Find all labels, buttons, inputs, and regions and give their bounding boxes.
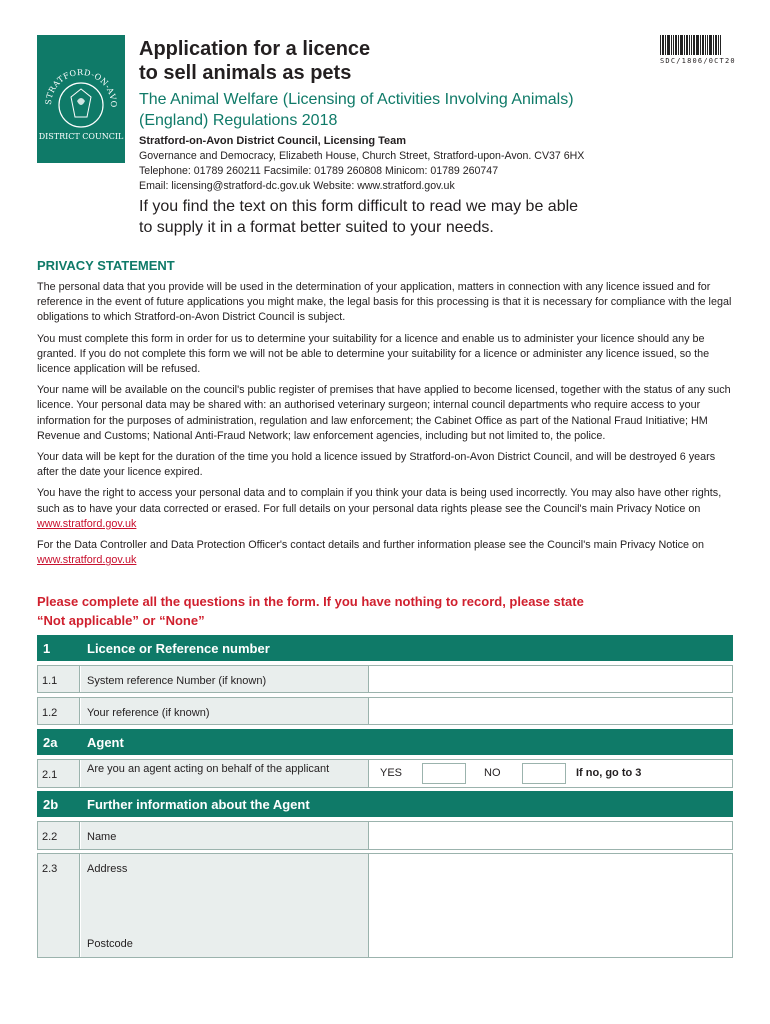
privacy-paragraph: Your data will be kept for the duration of the time you hold a licence issued by Stratford-on-Avon District Council, and will be destroyed 6 years after the date your licence expired. [37,451,716,479]
privacy-heading: PRIVACY STATEMENT [37,258,175,273]
agent-name-input[interactable] [370,822,732,849]
row-2-2: 2.2 Name [37,821,733,850]
contact-details [139,149,699,194]
your-reference-input[interactable] [370,698,732,724]
privacy-paragraph: The personal data that you provide will be used in the determination of your application, matters in connection with any licence issued and for reference in the event of future applications you might make, the legal basis for this processing is that it is necessary for compliance with the legal obligations to which Stratford-on-Avon District Council is subject. [37,281,732,324]
council-logo [37,35,125,163]
privacy-paragraph: Your name will be available on the council's public register of premises that have applied to become licensed, together with the status of any such licence. Your personal data may be shared with: an authorised veterinary surgeon; internal council departments who require access to your information for the purposes of administration, regulation and law enforcement; the Cabinet Office as part of the National Fraud Initiative; HM Revenue and Customs; National Anti-Fraud Network; law enforcement agencies, including but not limited to, the police. [37,384,731,442]
svg-text:STRATFORD-ON-AVON: STRATFORD-ON-AVO [43,67,119,108]
section-2a-header: 2a Agent [37,729,733,755]
privacy-notice-link-2[interactable]: www.stratford.gov.uk [37,554,137,567]
privacy-notice-link[interactable]: www.stratford.gov.uk [37,517,137,530]
large-print-notice: If you find the text on this form difficult to read we may be able to supply it in a format better suited to your needs. [139,198,579,236]
completion-warning: Please complete all the questions in the form. If you have nothing to record, please state “Not applicable” or “None” [37,594,584,628]
section-2b-header: 2b Further information about the Agent [37,791,733,817]
postcode-label: Postcode [87,938,133,950]
yes-label: YES [380,767,403,779]
privacy-paragraph: You have the right to access your personal data and to complain if you think your data is being used incorrectly. You may also have other rights, such as to have your data corrected or erased. For full details on your personal data rights please see the Council's main Privacy Notice on www.stratford.gov.uk [37,487,722,530]
row-2-3: 2.3 Address Postcode [37,853,733,958]
section-1-header: 1 Licence or Reference number [37,635,733,661]
regulations-subtitle: The Animal Welfare (Licensing of Activities Involving Animals) (England) Regulations 2018 [139,91,574,129]
privacy-statement [37,280,737,574]
contact-address: Governance and Democracy, Elizabeth House, Church Street, Stratford-upon-Avon. CV37 6HX [139,150,585,162]
privacy-paragraph: For the Data Controller and Data Protection Officer's contact details and further information please see the Council's main Privacy Notice on www.stratford.gov.uk [37,539,705,567]
svg-text:DISTRICT COUNCIL: DISTRICT COUNCIL [38,132,124,141]
form-title: Application for a licence to sell animals as pets [139,38,371,84]
skip-note: If no, go to 3 [576,767,642,779]
form-barcode [660,35,735,67]
licensing-team: Stratford-on-Avon District Council, Licensing Team [139,135,407,147]
contact-email-web: Email: licensing@stratford-dc.gov.uk Website: www.stratford.gov.uk [139,180,455,192]
no-checkbox[interactable] [522,763,566,784]
council-crest-icon [37,35,125,163]
agent-address-input[interactable] [370,854,732,957]
barcode-code: SDC/1806/0CT20 [660,57,736,65]
privacy-paragraph: You must complete this form in order for us to determine your suitability for a licence and enable us to administer your licence should any be granted. If you do not complete this form we will not be able to determine your suitability for a licence or administer any licence issued, so the licence application will be refused. [37,332,710,376]
no-label: NO [484,767,501,779]
row-1-2: 1.2 Your reference (if known) [37,697,733,725]
barcode-icon [660,35,735,55]
yes-checkbox[interactable] [422,763,466,784]
row-1-1: 1.1 System reference Number (if known) [37,665,733,693]
contact-phones: Telephone: 01789 260211 Facsimile: 01789 260808 Minicom: 01789 260747 [139,165,499,177]
system-reference-input[interactable] [370,666,732,692]
row-2-1: 2.1 Are you an agent acting on behalf of the applicant YES NO If no, go to 3 [37,759,733,788]
